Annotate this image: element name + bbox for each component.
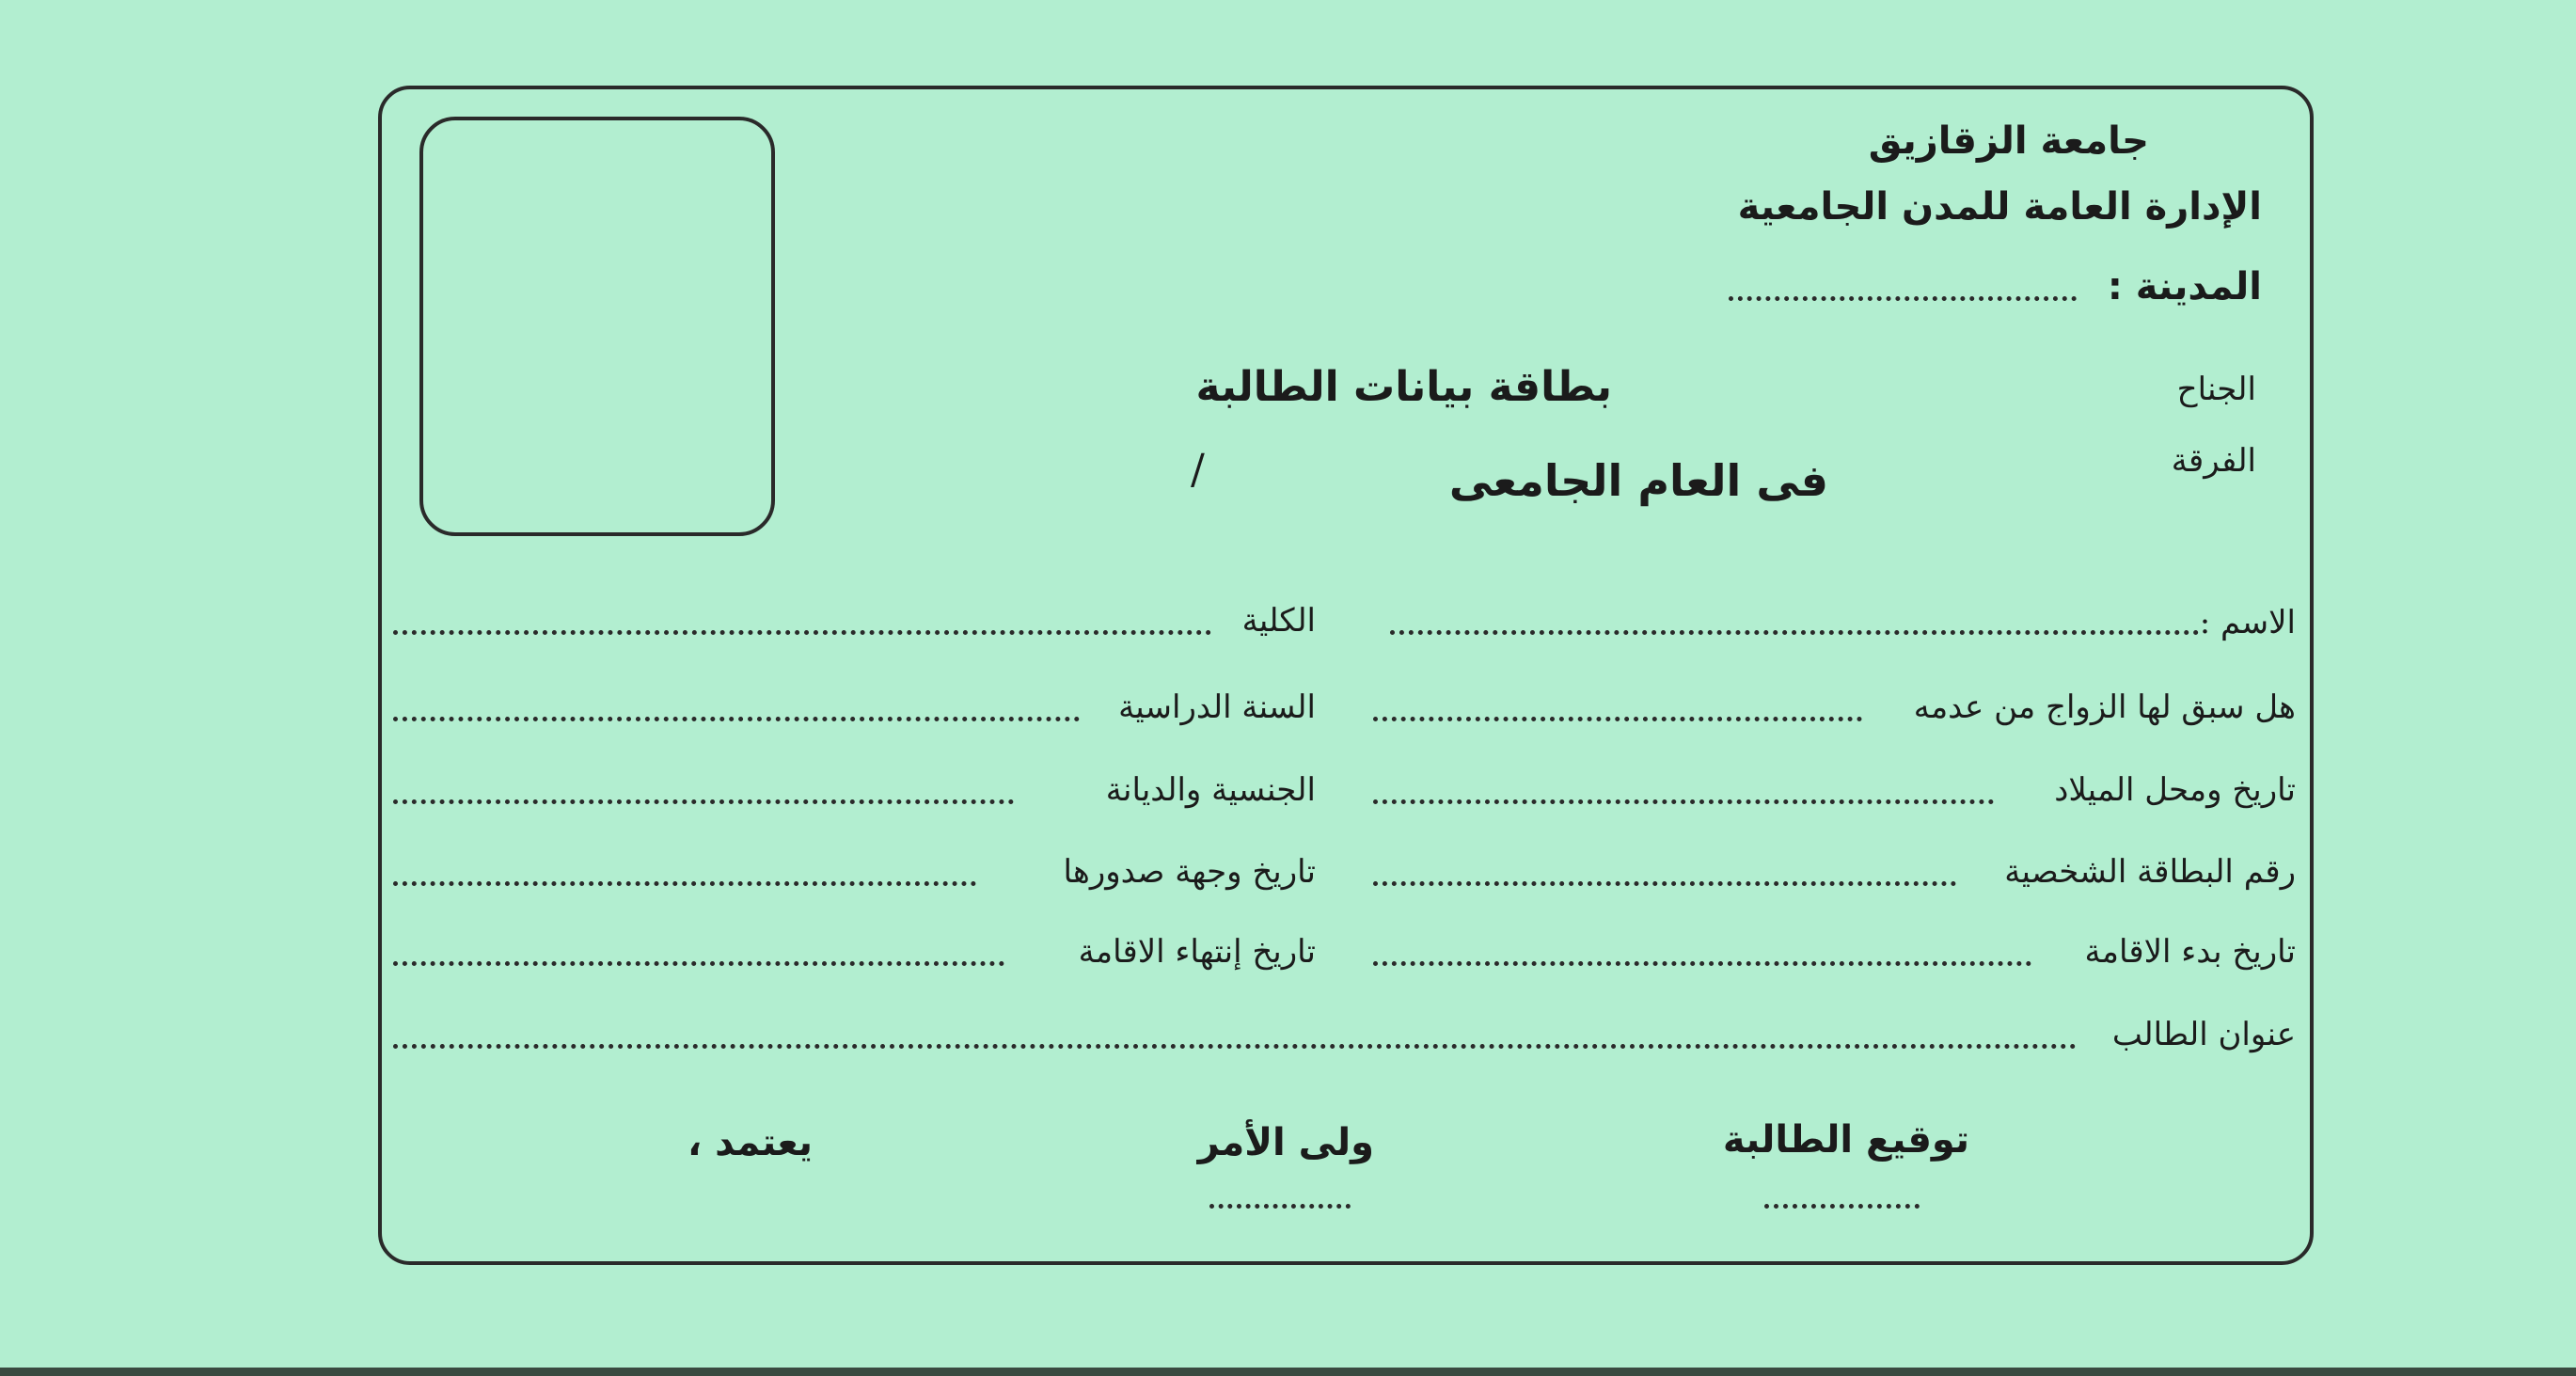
field-label-residence-end: تاريخ إنتهاء الاقامة (1078, 933, 1316, 971)
city-label: المدينة : (2107, 265, 2262, 308)
field-line-study-year[interactable] (393, 717, 1080, 721)
administration-name: الإدارة العامة للمدن الجامعية (1737, 185, 2262, 229)
student-signature-line[interactable] (1764, 1204, 1920, 1209)
field-label-residence-start: تاريخ بدء الاقامة (2084, 933, 2296, 971)
field-label-issue-date-place: تاريخ وجهة صدورها (1063, 853, 1316, 891)
year-separator: / (1191, 446, 1205, 494)
wing-label: الجناح (2176, 371, 2256, 408)
field-label-nationality-religion: الجنسية والديانة (1105, 771, 1316, 809)
field-label-address: عنوان الطالب (2111, 1016, 2296, 1053)
field-label-id-number: رقم البطاقة الشخصية (2004, 853, 2296, 891)
field-line-nationality-religion[interactable] (393, 799, 1014, 804)
field-line-issue-date-place[interactable] (393, 881, 976, 886)
scan-bottom-edge (0, 1368, 2576, 1376)
field-line-residence-start[interactable] (1373, 961, 2031, 966)
academic-year-label: فى العام الجامعى (1448, 455, 1828, 506)
field-line-married[interactable] (1373, 717, 1862, 721)
field-line-address[interactable] (393, 1044, 2077, 1049)
division-label: الفرقة (2171, 442, 2256, 480)
city-dotted-line (1729, 296, 2077, 301)
guardian-signature-label: ولى الأمر (1197, 1121, 1374, 1164)
field-label-study-year: السنة الدراسية (1118, 688, 1316, 726)
field-line-residence-end[interactable] (393, 961, 1004, 966)
field-label-faculty: الكلية (1241, 602, 1316, 640)
guardian-signature-line[interactable] (1209, 1204, 1351, 1209)
field-label-married: هل سبق لها الزواج من عدمه (1913, 688, 2296, 726)
approval-label: يعتمد ، (687, 1121, 813, 1164)
field-label-name: الاسم : (2199, 604, 2296, 641)
field-line-id-number[interactable] (1373, 881, 1956, 886)
field-label-birth: تاريخ ومحل الميلاد (2054, 771, 2296, 809)
field-line-birth[interactable] (1373, 799, 1994, 804)
photo-box (419, 117, 775, 536)
university-name: جامعة الزقازيق (1868, 119, 2149, 163)
student-signature-label: توقيع الطالبة (1722, 1118, 1969, 1162)
field-line-faculty[interactable] (393, 630, 1211, 635)
card-title: بطاقة بيانات الطالبة (1195, 363, 1612, 411)
field-line-name[interactable] (1390, 630, 2199, 635)
